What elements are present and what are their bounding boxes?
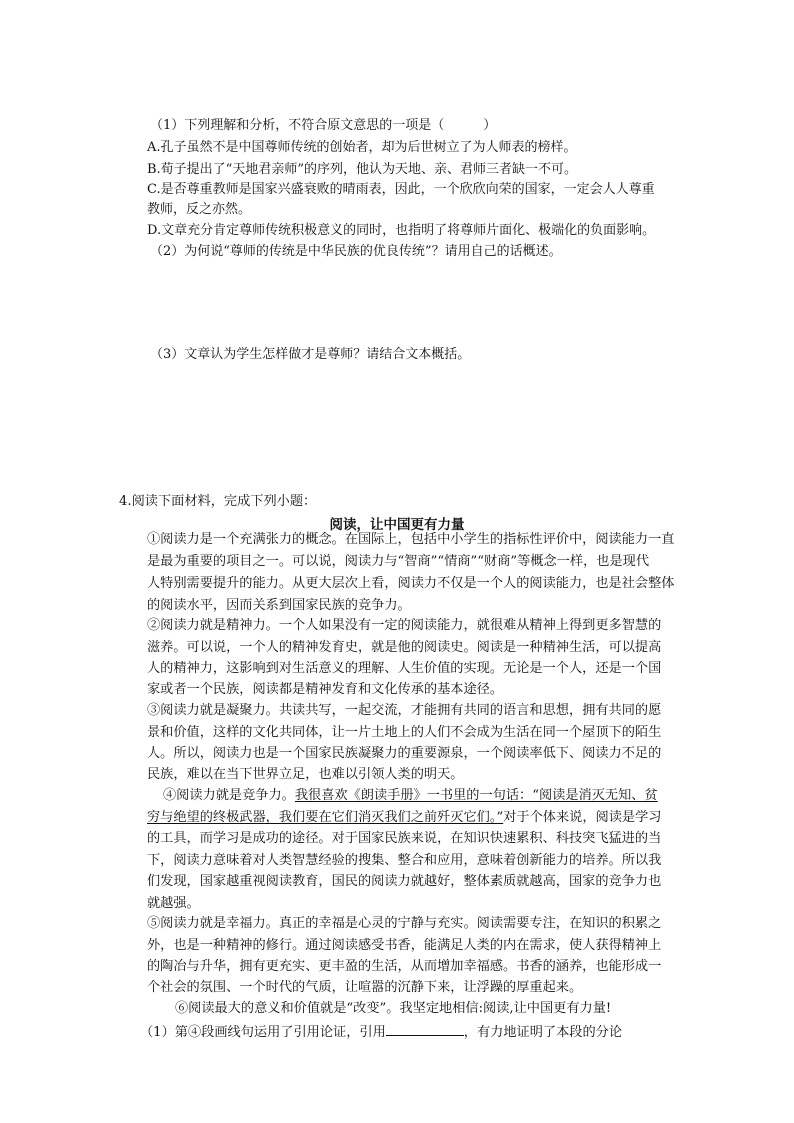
question-3-sub-2: （2）为何说“尊师的传统是中华民族的优良传统”？请用自己的话概述。	[150, 244, 562, 259]
para-3-line-4: 民族，难以在当下世界立足，也难以引领人类的明天。	[147, 767, 464, 782]
para-5-line-4: 个社会的氛围、一个时代的气质，让喧嚣的沉静下来，让浮躁的厚重起来。	[147, 980, 583, 995]
para-1-line-2: 是最为重要的项目之一。可以说，阅读力与“智商”“情商”“财商”等概念一样，也是现代	[147, 554, 650, 569]
para-4-line-5: 们发现，国家越重视阅读教育，国民的阅读力就越好，整体素质就越高，国家的竞争力也	[147, 874, 662, 889]
para-2-line-1: ②阅读力就是精神力。一个人如果没有一定的阅读能力，就很难从精神上得到更多智慧的	[147, 618, 662, 633]
para-4-lead: ④阅读力就是竞争力。	[163, 788, 295, 803]
para-2-line-4: 家或者一个民族，阅读都是精神发育和文化传承的基本途径。	[147, 682, 504, 697]
para-3-line-1: ③阅读力就是凝聚力。共读共写，一起交流，才能拥有共同的语言和思想，拥有共同的愿	[147, 703, 662, 718]
option-c-line-2: 教师，反之亦然。	[147, 202, 252, 217]
para-5-line-1: ⑤阅读力就是幸福力。真正的幸福是心灵的宁静与充实。阅读需要专注，在知识的积累之	[147, 916, 662, 931]
para-3-line-2: 景和价值，这样的文化共同体，让一片土地上的人们不会成为生活在同一个屋顶下的陌生	[147, 725, 662, 740]
para-4-line-1	[163, 786, 658, 806]
option-a: A.孔子虽然不是中国尊师传统的创始者，却为后世树立了为人师表的榜样。	[147, 140, 577, 155]
answer-blank[interactable]	[386, 1021, 464, 1036]
para-3-line-3: 人。所以，阅读力也是一个国家民族凝聚力的重要源泉，一个阅读率低下、阅读力不足的	[147, 746, 662, 761]
para-4-line-6: 就越强。	[147, 896, 200, 911]
passage-title: 阅读，让中国更有力量	[329, 517, 465, 533]
question-4-sub-1	[140, 1021, 622, 1043]
para-1-line-3: 人特别需要提升的能力。从更大层次上看，阅读力不仅是一个人的阅读能力，也是社会整体	[147, 576, 675, 591]
question-4-intro: 4.阅读下面材料，完成下列小题：	[119, 494, 317, 509]
option-d: D.文章充分肯定尊师传统积极意义的同时，也指明了将尊师片面化、极端化的负面影响。	[147, 223, 656, 238]
question-4-sub-1-part-a: （1）第④段画线句运用了引用论证，引用	[140, 1025, 386, 1040]
para-4-line-4: 下，阅读力意味着对人类智慧经验的搜集、整合和应用，意味着创新能力的培养。所以我	[147, 853, 662, 868]
underlined-quote-part-1: 我很喜欢《朗读手册》一书里的一句话：“阅读是消灭无知、贫	[294, 788, 658, 803]
option-b: B.荀子提出了“天地君亲师”的序列，他认为天地、亲、君师三者缺一不可。	[147, 162, 577, 177]
option-c-line-1: C.是否尊重教师是国家兴盛衰败的晴雨表，因此，一个欣欣向荣的国家，一定会人人尊重	[147, 182, 655, 197]
question-4-sub-1-part-b: ，有力地证明了本段的分论	[463, 1025, 623, 1040]
para-1-line-1: ①阅读力是一个充满张力的概念。在国际上，包括中小学生的指标性评价中，阅读能力一直	[147, 532, 675, 547]
para-5-line-3: 的陶冶与升华，拥有更充实、更丰盈的生活，从而增加幸福感。书香的涵养，也能形成一	[147, 959, 662, 974]
para-4-line-3: 的工具，而学习是成功的途径。对于国家民族来说，在知识快速累积、科技突飞猛进的当	[147, 831, 662, 846]
para-2-line-2: 滋养。可以说，一个人的精神发育史，就是他的阅读史。阅读是一种精神生活，可以提高	[147, 640, 662, 655]
question-3-sub-1: （1）下列理解和分析，不符合原文意思的一项是（ ）	[150, 118, 497, 133]
para-4-line-2	[147, 808, 661, 828]
para-1-line-4: 的阅读水平，因而关系到国家民族的竞争力。	[147, 598, 411, 613]
para-4-rest: 对于个体来说，阅读是学习	[503, 810, 662, 825]
para-2-line-3: 人的精神力，这影响到对生活意义的理解、人生价值的实现。无论是一个人，还是一个国	[147, 661, 662, 676]
underlined-quote-part-2: 穷与绝望的终极武器，我们要在它们消灭我们之前歼灭它们。”	[147, 810, 504, 825]
para-5-line-2: 外，也是一种精神的修行。通过阅读感受书香，能满足人类的内在需求，使人获得精神上	[147, 938, 662, 953]
question-3-sub-3: （3）文章认为学生怎样做才是尊师？请结合文本概括。	[150, 347, 471, 362]
para-6: ⑥阅读最大的意义和价值就是“改变”。我坚定地相信:阅读,让中国更有力量!	[175, 1001, 612, 1016]
